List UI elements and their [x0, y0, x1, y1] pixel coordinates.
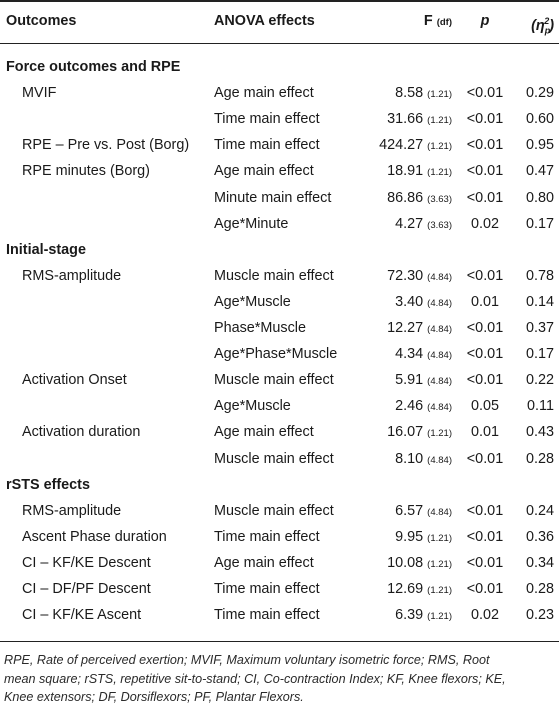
- table-row: [0, 158, 559, 184]
- cell-f: [360, 341, 452, 369]
- bottom-rule: [0, 641, 559, 642]
- table-row: [0, 289, 559, 315]
- footnote-line: RPE, Rate of perceived exertion; MVIF, Maximum voluntary isometric force; RMS, Root: [4, 653, 490, 667]
- table-row: [0, 341, 559, 367]
- cell-eta: 0.17: [525, 346, 554, 363]
- table-row: [0, 446, 559, 472]
- df-value: (4.84): [427, 402, 452, 414]
- table-row: [0, 602, 559, 628]
- header-outcomes: Outcomes: [6, 13, 77, 29]
- section-title: Initial-stage: [6, 241, 86, 258]
- cell-p: <0.01: [466, 85, 504, 102]
- f-value: 4.27: [395, 215, 424, 232]
- cell-f: [360, 106, 452, 134]
- cell-p: <0.01: [466, 554, 504, 571]
- f-value: 72.30: [387, 267, 424, 284]
- cell-eta: 0.22: [525, 372, 554, 389]
- cell-eta: 0.95: [525, 137, 554, 154]
- table-row: [0, 211, 559, 237]
- cell-outcome: RPE minutes (Borg): [22, 163, 150, 180]
- df-value: (3.63): [427, 219, 452, 231]
- cell-anova-effect: Minute main effect: [214, 189, 332, 206]
- f-value: 12.27: [387, 320, 424, 336]
- f-value: 6.39: [395, 607, 424, 624]
- cell-p: <0.01: [466, 528, 504, 545]
- cell-anova-effect: Time main effect: [214, 528, 320, 545]
- cell-f: [360, 419, 452, 447]
- cell-anova-effect: Age main effect: [214, 85, 314, 102]
- cell-anova-effect: Age*Phase*Muscle: [214, 346, 338, 363]
- cell-eta: 0.36: [525, 528, 554, 545]
- footnote-line: Knee extensors; DF, Dorsiflexors; PF, Plantar Flexors.: [4, 690, 304, 704]
- df-value: (1.21): [427, 428, 452, 440]
- cell-f: [360, 132, 452, 160]
- cell-p: <0.01: [466, 267, 504, 284]
- cell-p: 0.05: [470, 398, 499, 415]
- cell-eta: 0.24: [525, 502, 554, 519]
- section-heading: [0, 472, 559, 498]
- df-value: (1.21): [427, 611, 452, 623]
- cell-f: [360, 315, 452, 343]
- df-value: (4.84): [427, 350, 452, 362]
- cell-f: [360, 446, 452, 474]
- cell-p: <0.01: [466, 502, 504, 519]
- df-value: (1.21): [427, 141, 452, 153]
- table-row: [0, 106, 559, 132]
- cell-p: <0.01: [466, 372, 504, 389]
- top-rule: [0, 0, 559, 2]
- cell-outcome: RMS-amplitude: [22, 502, 122, 519]
- cell-p: 0.01: [470, 293, 499, 310]
- cell-f: [360, 602, 452, 630]
- table-row: [0, 263, 559, 289]
- cell-anova-effect: Time main effect: [214, 111, 320, 128]
- f-value: 8.58: [395, 85, 424, 102]
- cell-f: [360, 158, 452, 186]
- cell-p: <0.01: [466, 581, 504, 597]
- f-value: 6.57: [395, 502, 424, 519]
- cell-anova-effect: Muscle main effect: [214, 450, 334, 467]
- section-heading: [0, 54, 559, 80]
- cell-eta: 0.14: [525, 293, 554, 310]
- cell-p: 0.02: [470, 607, 499, 624]
- cell-anova-effect: Phase*Muscle: [214, 320, 306, 336]
- cell-p: <0.01: [466, 450, 504, 467]
- cell-outcome: CI – KF/KE Ascent: [22, 607, 142, 624]
- cell-p: 0.02: [470, 215, 499, 232]
- cell-outcome: CI – DF/PF Descent: [22, 581, 151, 597]
- header-rule: [0, 43, 559, 44]
- table-row: [0, 315, 559, 341]
- cell-eta: 0.23: [525, 607, 554, 624]
- cell-anova-effect: Age main effect: [214, 424, 314, 441]
- cell-f: [360, 524, 452, 552]
- df-value: (1.21): [427, 89, 452, 101]
- df-value: (4.84): [427, 324, 452, 335]
- cell-eta: 0.80: [525, 189, 554, 206]
- table-row: [0, 367, 559, 393]
- header-p: p: [480, 13, 490, 29]
- footnote-line: mean square; rSTS, repetitive sit-to-stand; CI, Co-contraction Index; KF, Knee flexors; KE,: [4, 671, 506, 686]
- df-value: (4.84): [427, 454, 452, 466]
- df-value: (1.21): [427, 532, 452, 544]
- f-value: 9.95: [395, 528, 424, 545]
- header-anova-effects: ANOVA effects: [214, 13, 315, 29]
- cell-eta: 0.78: [525, 267, 554, 284]
- f-value: 2.46: [395, 398, 424, 415]
- table-row: [0, 576, 559, 602]
- f-value: 5.91: [395, 372, 424, 389]
- df-value: (1.21): [427, 585, 452, 596]
- f-value: 424.27: [379, 137, 424, 154]
- cell-f: [360, 393, 452, 421]
- cell-anova-effect: Time main effect: [214, 581, 320, 597]
- cell-f: [360, 289, 452, 317]
- cell-anova-effect: Age main effect: [214, 163, 314, 180]
- df-value: (1.21): [427, 558, 452, 570]
- cell-outcome: RPE – Pre vs. Post (Borg): [22, 137, 190, 154]
- section-title: rSTS effects: [6, 476, 90, 493]
- section-title: Force outcomes and RPE: [6, 59, 181, 75]
- table-row: [0, 419, 559, 445]
- df-value: (1.21): [427, 115, 452, 127]
- table-row: [0, 550, 559, 576]
- cell-outcome: Activation duration: [22, 424, 141, 441]
- f-value: 16.07: [387, 424, 424, 441]
- cell-eta: 0.60: [525, 111, 554, 128]
- table-row: [0, 393, 559, 419]
- cell-eta: 0.47: [525, 163, 554, 180]
- cell-p: 0.01: [470, 424, 499, 441]
- cell-p: <0.01: [466, 189, 504, 206]
- table-row: [0, 524, 559, 550]
- cell-anova-effect: Muscle main effect: [214, 372, 334, 389]
- footnote: [4, 651, 552, 707]
- cell-anova-effect: Age*Muscle: [214, 398, 291, 415]
- f-value: 10.08: [387, 554, 424, 571]
- cell-eta: 0.43: [525, 424, 554, 441]
- cell-eta: 0.28: [525, 450, 554, 467]
- cell-anova-effect: Age*Muscle: [214, 293, 291, 310]
- cell-f: [360, 550, 452, 578]
- cell-anova-effect: Age main effect: [214, 554, 314, 571]
- cell-f: [360, 80, 452, 108]
- table-row: [0, 498, 559, 524]
- cell-outcome: Activation Onset: [22, 372, 127, 389]
- cell-anova-effect: Age*Minute: [214, 215, 289, 232]
- cell-p: <0.01: [466, 163, 504, 180]
- cell-p: <0.01: [466, 346, 504, 363]
- df-value: (4.84): [427, 297, 452, 309]
- cell-f: [360, 211, 452, 239]
- cell-eta: 0.37: [525, 320, 554, 336]
- cell-f: [360, 367, 452, 395]
- df-value: (4.84): [427, 506, 452, 518]
- cell-p: <0.01: [466, 111, 504, 128]
- df-value: (4.84): [427, 376, 452, 388]
- f-value: 4.34: [395, 346, 424, 363]
- f-value: 8.10: [395, 450, 424, 467]
- cell-anova-effect: Time main effect: [214, 137, 320, 154]
- f-value: 31.66: [387, 111, 424, 128]
- cell-outcome: CI – KF/KE Descent: [22, 554, 151, 571]
- cell-eta: 0.29: [525, 85, 554, 102]
- cell-p: <0.01: [466, 137, 504, 154]
- table-row: [0, 132, 559, 158]
- cell-f: [360, 576, 452, 604]
- f-value: 12.69: [387, 581, 424, 597]
- cell-f: [360, 498, 452, 526]
- cell-eta: 0.28: [525, 581, 554, 597]
- cell-outcome: Ascent Phase duration: [22, 528, 167, 545]
- header-eta: $(\eta_p^2)$: [531, 16, 554, 36]
- cell-anova-effect: Muscle main effect: [214, 267, 334, 284]
- cell-outcome: RMS-amplitude: [22, 267, 122, 284]
- f-value: 18.91: [387, 163, 424, 180]
- f-value: 86.86: [387, 189, 424, 206]
- cell-eta: 0.17: [525, 215, 554, 232]
- df-value: (4.84): [427, 271, 452, 283]
- table-row: [0, 80, 559, 106]
- cell-eta: 0.11: [527, 398, 554, 415]
- table-row: [0, 185, 559, 211]
- df-value: (3.63): [427, 193, 452, 205]
- cell-f: [360, 263, 452, 291]
- cell-anova-effect: Muscle main effect: [214, 502, 334, 519]
- cell-outcome: MVIF: [22, 85, 57, 102]
- header-row: [0, 8, 559, 34]
- header-f: F (df): [423, 13, 452, 29]
- cell-anova-effect: Time main effect: [214, 607, 320, 624]
- cell-f: [360, 185, 452, 213]
- cell-p: <0.01: [466, 320, 504, 336]
- f-value: 3.40: [395, 293, 424, 310]
- cell-eta: 0.34: [525, 554, 554, 571]
- df-value: (1.21): [427, 167, 452, 179]
- section-heading: [0, 237, 559, 263]
